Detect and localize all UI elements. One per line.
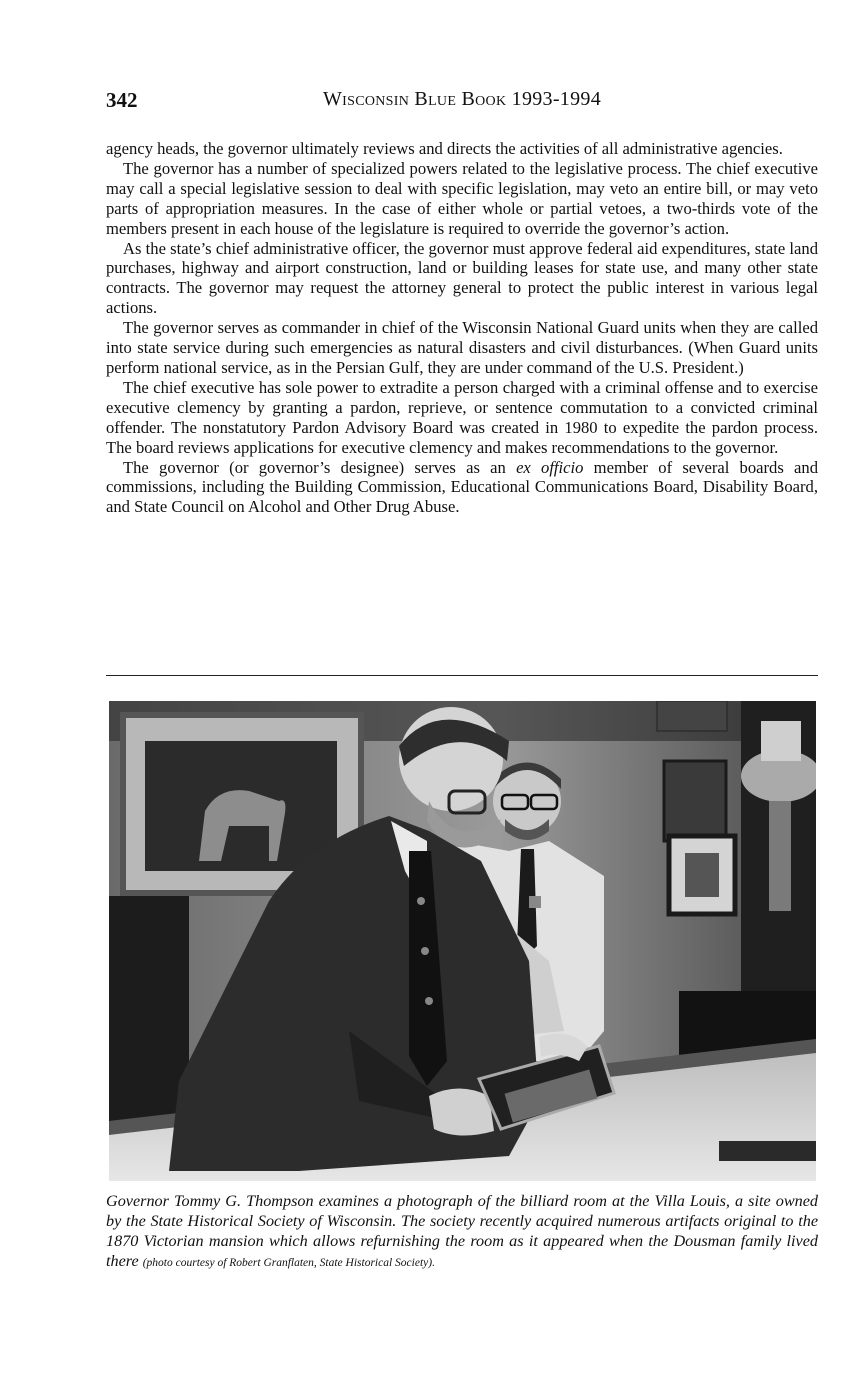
paragraph: The governor serves as commander in chief of the Wisconsin National Guard units when they are called into state service during such emergencies as natural disasters and civil disturbances. (When Guard units perform national service, as in the Persian Gulf, they are under command of the U.S. President.) <box>106 318 818 377</box>
page-header <box>106 88 818 116</box>
paragraph-text: The governor (or governor’s designee) serves as an <box>123 457 517 477</box>
governor-photo <box>109 701 816 1181</box>
latin-term: ex officio <box>516 457 584 477</box>
caption-text: Governor Tommy G. Thompson examines a photograph of the billiard room at the Villa Louis, a site owned by the State Historical Society of Wisconsin. The society recently acquired numerous artifacts original to the 1870 Victorian mansion which allows refurnishing the room as it appeared when the Dousman family lived there <box>106 1192 818 1270</box>
paragraph: The chief executive has sole power to extradite a person charged with a criminal offense and to exercise executive clemency by granting a pardon, reprieve, or sentence commutation to a convicted criminal offender. The nonstatutory Pardon Advisory Board was created in 1980 to expedite the pardon process. The board reviews applications for executive clemency and makes recommendations to the governor. <box>106 377 818 457</box>
page-number: 342 <box>106 88 138 112</box>
section-divider <box>106 675 818 676</box>
photo-credit: (photo courtesy of Robert Granflaten, State Historical Society). <box>142 1257 435 1269</box>
photo-caption <box>106 1191 818 1273</box>
paragraph <box>106 458 818 518</box>
running-title: Wisconsin Blue Book 1993-1994 <box>322 88 602 110</box>
paragraph-text: member of several boards and commissions, including the Building Commission, Educational Communications Board, Disability Board, and State Council on Alcohol and Other Drug Abuse. <box>106 457 818 517</box>
paragraph: agency heads, the governor ultimately reviews and directs the activities of all administrative agencies. <box>106 139 783 158</box>
paragraph: As the state’s chief administrative officer, the governor must approve federal aid expenditures, state land purchases, highway and airport construction, land or building leases for state use, and many other state contracts. The governor may request the attorney general to protect the public interest in various legal actions. <box>106 238 818 318</box>
paragraph: The governor has a number of specialized powers related to the legislative process. The chief executive may call a special legislative session to deal with specific legislation, may veto an entire bill, or may veto parts of appropriation measures. In the case of either whole or partial vetoes, a two-thirds vote of the members present in each house of the legislature is required to override the governor’s action. <box>106 158 818 238</box>
body-text <box>106 139 818 517</box>
